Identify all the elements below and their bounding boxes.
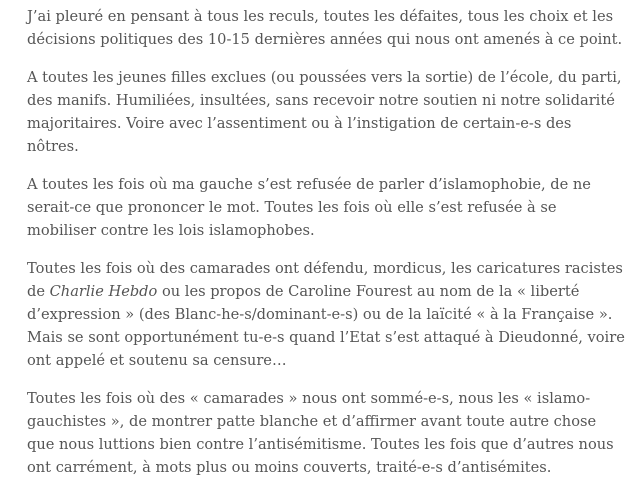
paragraph-1	[27, 5, 627, 51]
paragraph-2-text: A toutes les jeunes filles exclues (ou poussées vers la sortie) de l’école, du parti, des manifs. Humiliées, insultées, sans recevoir notre soutien ni notre solidarité majoritaires. Voire avec l’assentiment ou à l’instigation de certain-e-s des nôtres.	[27, 69, 622, 155]
paragraph-1-text: J’ai pleuré en pensant à tous les reculs, toutes les défaites, tous les choix et les décisions politiques des 10-15 dernières années qui nous ont amenés à ce point.	[27, 8, 623, 48]
paragraph-4-text-start: Toutes les fois où des camarades ont défendu, mordicus, les caricatures racistes de	[27, 260, 623, 300]
paragraph-2	[27, 66, 627, 158]
article-body	[27, 0, 627, 494]
paragraph-3	[27, 173, 627, 242]
publication-title: Charlie Hebdo	[49, 283, 158, 300]
paragraph-5	[27, 387, 627, 479]
paragraph-3-text: A toutes les fois où ma gauche s’est refusée de parler d’islamophobie, de ne serait-ce que prononcer le mot. Toutes les fois où elle s’est refusée à se mobiliser contre les lois islamophobes.	[27, 176, 591, 239]
paragraph-4	[27, 257, 627, 372]
paragraph-5-text: Toutes les fois où des « camarades » nous ont sommé-e-s, nous les « islamo-gauchistes », de montrer patte blanche et d’affirmer avant toute autre chose que nous luttions bien contre l’antisémitisme. Toutes les fois que d’autres nous ont carrément, à mots plus ou moins couverts, traité-e-s d’antisémites.	[27, 390, 614, 476]
paragraph-4-text-end: ou les propos de Caroline Fourest au nom de la « liberté d’expression » (des Blanc-he-s/dominant-e-s) ou de la laïcité « à la Française ». Mais se sont opportunément tu-e-s quand l’Etat s’est attaqué à Dieudonné, voire ont appelé et soutenu sa censure…	[27, 283, 625, 369]
